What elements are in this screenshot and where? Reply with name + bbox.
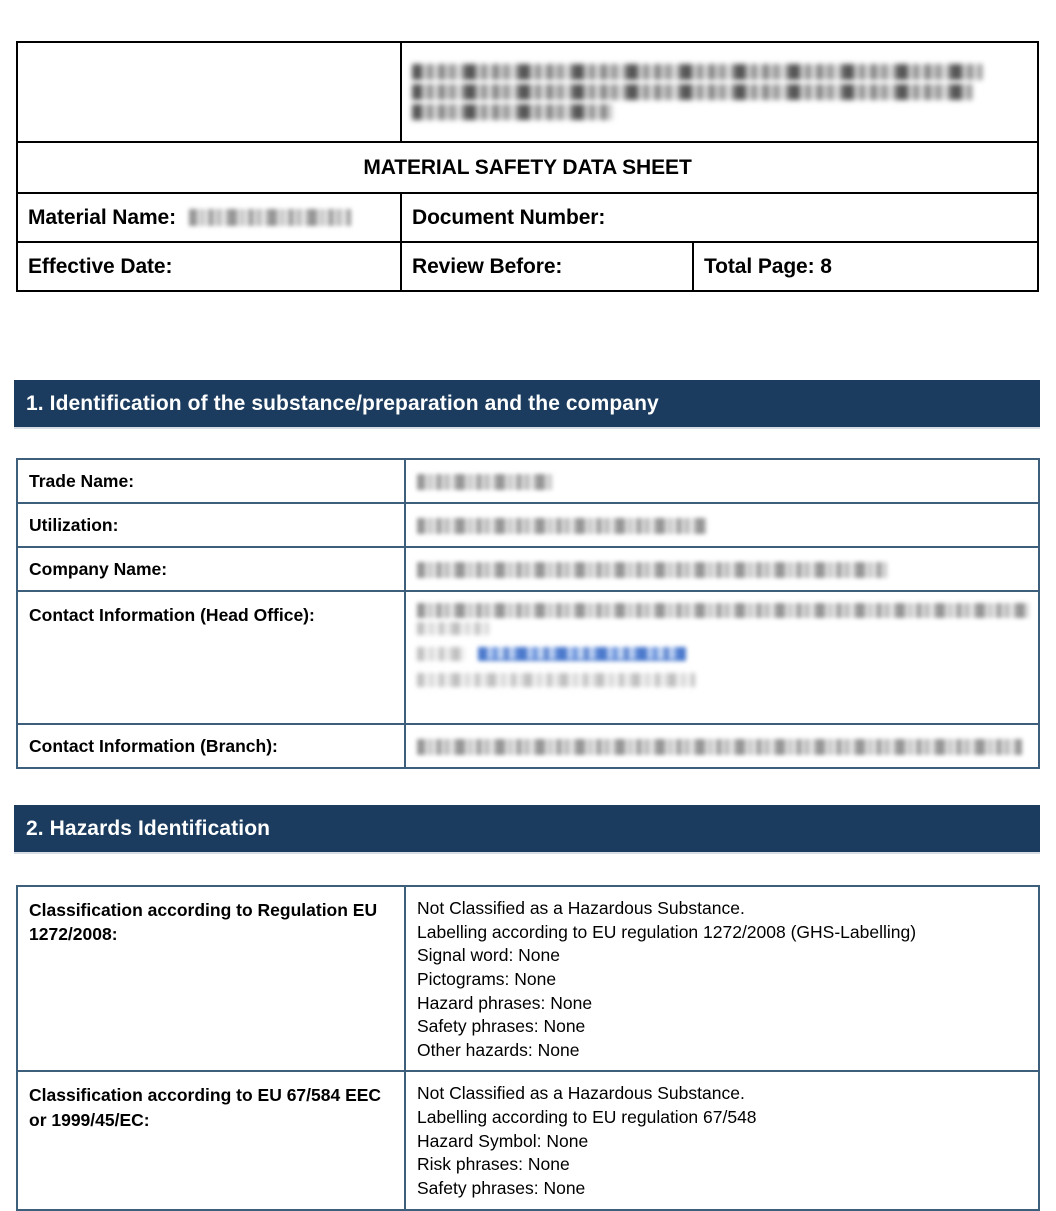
redacted-company-name <box>412 64 982 80</box>
hazard-line: Hazard Symbol: None <box>417 1130 589 1151</box>
row-label-company-name: Company Name: <box>17 547 405 591</box>
redacted-company-address-line-1 <box>412 84 972 100</box>
row-label-trade-name: Trade Name: <box>17 459 405 503</box>
header-row-dates <box>17 242 1038 291</box>
row-value-contact-head-office <box>405 591 1039 724</box>
redacted-branch-address <box>417 739 1022 755</box>
hazard-line: Other hazards: None <box>417 1039 580 1060</box>
redacted-company-name-value <box>417 562 887 578</box>
redacted-trade-name <box>417 474 552 490</box>
row-label-classification-1272: Classification according to Regulation EU 1272/2008: <box>17 886 405 1071</box>
document-header-table <box>16 41 1039 292</box>
section-1-table <box>16 458 1040 769</box>
row-label-contact-branch: Contact Information (Branch): <box>17 724 405 768</box>
hazard-line: Labelling according to EU regulation 1272/2008 (GHS-Labelling) <box>417 921 917 942</box>
header-row-company <box>17 42 1038 142</box>
row-value-contact-branch <box>405 724 1039 768</box>
row-value-company-name <box>405 547 1039 591</box>
row-value-utilization <box>405 503 1039 547</box>
hazard-line: Risk phrases: None <box>417 1154 570 1175</box>
row-value-classification-1272 <box>405 886 1039 1071</box>
table-row <box>17 459 1039 503</box>
redacted-material-name-value <box>189 209 351 226</box>
row-value-classification-67584 <box>405 1071 1039 1209</box>
document-number-cell <box>401 193 1038 242</box>
table-row <box>17 547 1039 591</box>
section-2-heading: 2. Hazards Identification <box>14 805 1040 854</box>
hazard-line: Safety phrases: None <box>417 1177 586 1198</box>
material-name-label: Material Name: <box>28 205 176 229</box>
header-row-material-doc <box>17 193 1038 242</box>
redacted-utilization <box>417 518 707 534</box>
section-2-table <box>16 885 1040 1211</box>
section-1-heading: 1. Identification of the substance/preparation and the company <box>14 380 1040 429</box>
redacted-head-office-email-label <box>417 647 465 661</box>
company-address-cell <box>401 42 1038 142</box>
row-value-trade-name <box>405 459 1039 503</box>
redacted-head-office-address-line-1 <box>417 603 1029 618</box>
row-label-utilization: Utilization: <box>17 503 405 547</box>
hazard-line: Not Classified as a Hazardous Substance. <box>417 1083 745 1104</box>
header-row-title <box>17 142 1038 193</box>
table-row <box>17 591 1039 724</box>
redacted-head-office-email-link[interactable] <box>478 647 686 661</box>
redacted-company-address-line-2 <box>412 104 612 120</box>
document-number-label: Document Number: <box>412 205 606 229</box>
hazard-line: Labelling according to EU regulation 67/548 <box>417 1107 757 1127</box>
hazard-line: Hazard phrases: None <box>417 992 593 1013</box>
logo-cell <box>17 42 401 142</box>
total-page-cell: Total Page: 8 <box>693 242 1038 291</box>
msds-title: MATERIAL SAFETY DATA SHEET <box>17 142 1038 193</box>
row-label-contact-head-office: Contact Information (Head Office): <box>17 591 405 724</box>
hazard-line: Pictograms: None <box>417 968 557 989</box>
row-label-classification-67584: Classification according to EU 67/584 EEC or 1999/45/EC: <box>17 1071 405 1209</box>
table-row <box>17 724 1039 768</box>
redacted-head-office-address-line-2 <box>417 622 489 635</box>
table-row <box>17 1071 1039 1209</box>
table-row <box>17 886 1039 1071</box>
table-row <box>17 503 1039 547</box>
effective-date-cell: Effective Date: <box>17 242 401 291</box>
redacted-head-office-website <box>417 673 695 687</box>
hazard-line: Signal word: None <box>417 945 560 966</box>
review-before-cell: Review Before: <box>401 242 693 291</box>
hazard-line: Safety phrases: None <box>417 1016 586 1037</box>
material-name-cell <box>17 193 401 242</box>
hazard-line: Not Classified as a Hazardous Substance. <box>417 898 745 918</box>
